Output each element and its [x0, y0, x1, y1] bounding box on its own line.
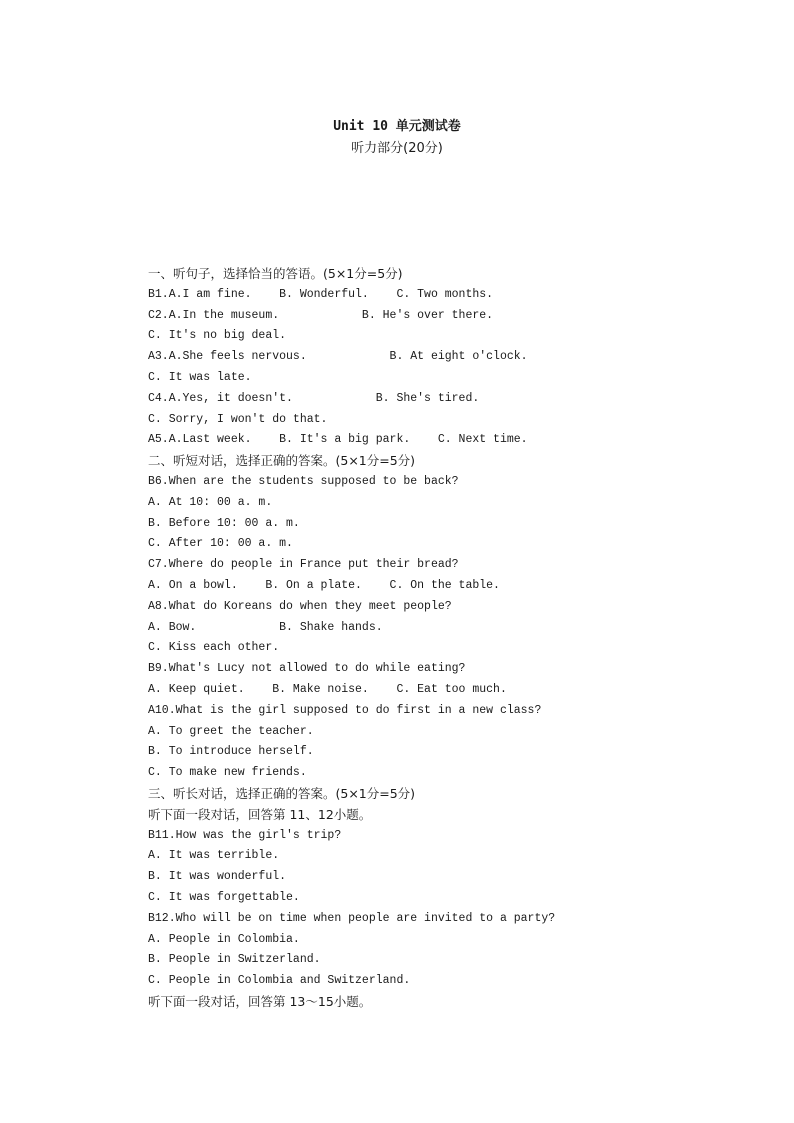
question-text-line: A. On a bowl. B. On a plate. C. On the table.	[148, 578, 500, 592]
question-text-line: A5.A.Last week. B. It's a big park. C. Next time.	[148, 433, 528, 447]
question-text-line: C2.A.In the museum. B. He's over there.	[148, 308, 494, 322]
question-text-line: C. It was forgettable.	[148, 890, 300, 904]
question-text-line: B9.What's Lucy not allowed to do while eating?	[148, 662, 466, 676]
document-title: Unit 10 单元测试卷	[333, 119, 461, 134]
question-text-line: B1.A.I am fine. B. Wonderful. C. Two months.	[148, 287, 494, 301]
question-text-line: A3.A.She feels nervous. B. At eight o'clock.	[148, 350, 528, 364]
section-text-line: 三、听长对话，选择正确的答案。(5×1分=5分)	[148, 785, 416, 801]
section-text-line: 听下面一段对话，回答第 13～15小题。	[148, 993, 372, 1009]
question-text-line: A10.What is the girl supposed to do first in a new class?	[148, 703, 542, 717]
question-text-line: C. Kiss each other.	[148, 641, 280, 655]
section-text-line: 听下面一段对话，回答第 11、12小题。	[148, 806, 372, 822]
question-text-line: A. Bow. B. Shake hands.	[148, 620, 383, 634]
document-subtitle: 听力部分(20分)	[351, 141, 443, 156]
question-text-line: A. People in Colombia.	[148, 932, 300, 946]
question-text-line: C7.Where do people in France put their bread?	[148, 558, 459, 572]
question-text-line: C. It was late.	[148, 370, 252, 384]
question-text-line: B. People in Switzerland.	[148, 953, 321, 967]
question-text-line: B. It was wonderful.	[148, 870, 287, 884]
question-text-line: A8.What do Koreans do when they meet people?	[148, 599, 452, 613]
question-text-line: C. Sorry, I won't do that.	[148, 412, 328, 426]
question-text-line: C. After 10: 00 a. m.	[148, 537, 293, 551]
question-text-line: C. People in Colombia and Switzerland.	[148, 974, 411, 988]
question-text-line: B11.How was the girl's trip?	[148, 828, 342, 842]
question-text-line: C. To make new friends.	[148, 766, 307, 780]
question-text-line: C4.A.Yes, it doesn't. B. She's tired.	[148, 391, 480, 405]
question-text-line: A. At 10: 00 a. m.	[148, 495, 273, 509]
question-text-line: A. To greet the teacher.	[148, 724, 314, 738]
question-text-line: B. To introduce herself.	[148, 745, 314, 759]
question-text-line: A. It was terrible.	[148, 849, 280, 863]
question-text-line: B. Before 10: 00 a. m.	[148, 516, 300, 530]
question-text-line: C. It's no big deal.	[148, 329, 287, 343]
question-text-line: A. Keep quiet. B. Make noise. C. Eat too much.	[148, 682, 507, 696]
section-text-line: 二、听短对话，选择正确的答案。(5×1分=5分)	[148, 453, 416, 469]
section-text-line: 一、听句子，选择恰当的答语。(5×1分=5分)	[148, 266, 403, 281]
question-text-line: B6.When are the students supposed to be back?	[148, 474, 459, 488]
question-text-line: B12.Who will be on time when people are invited to a party?	[148, 911, 556, 925]
document-body	[148, 264, 748, 1013]
